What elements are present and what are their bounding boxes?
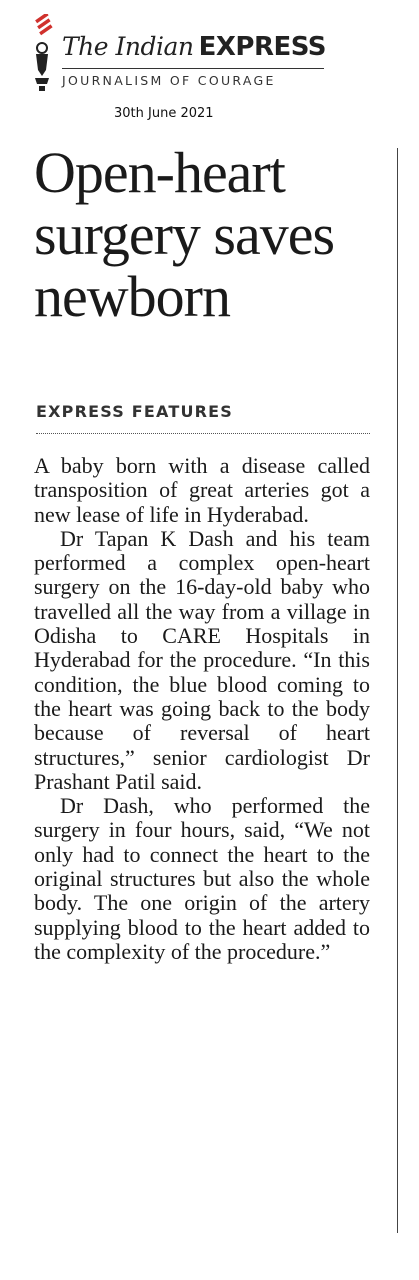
- brand-express: EXPRESS: [198, 32, 327, 62]
- article-headline: Open-heart surgery saves newborn: [34, 140, 335, 329]
- publication-date: 30th June 2021: [114, 106, 214, 121]
- article-paragraph: A baby born with a disease called transposition of great arteries got a new lease of life in Hyderabad.: [34, 453, 370, 527]
- masthead: [30, 14, 330, 94]
- byline-divider: [36, 433, 370, 434]
- article-paragraph: Dr Tapan K Dash and his team performed a complex open-heart surgery on the 16-day-old baby who travelled all the way from a village in Odisha to CARE Hospitals in Hyderabad for the procedure. “In this condition, the blue blood coming to the heart was going back to the body because of reversal of heart structures,” senior cardiologist Dr Prashant Patil said.: [34, 525, 370, 794]
- byline: EXPRESS FEATURES: [36, 402, 234, 421]
- tagline-divider: [62, 68, 324, 69]
- indian-express-pen-logo-icon: [30, 14, 56, 94]
- brand-name: [62, 32, 326, 62]
- tagline: JOURNALISM OF COURAGE: [62, 73, 276, 88]
- brand-the: The Indian: [62, 32, 194, 61]
- column-divider: [397, 148, 398, 1233]
- article-paragraph: Dr Dash, who performed the surgery in four hours, said, “We not only had to connect the heart to the original structures but also the whole body. The one origin of the artery supplying blood to the heart added to the complexity of the procedure.”: [34, 793, 370, 964]
- article-body: [34, 454, 370, 964]
